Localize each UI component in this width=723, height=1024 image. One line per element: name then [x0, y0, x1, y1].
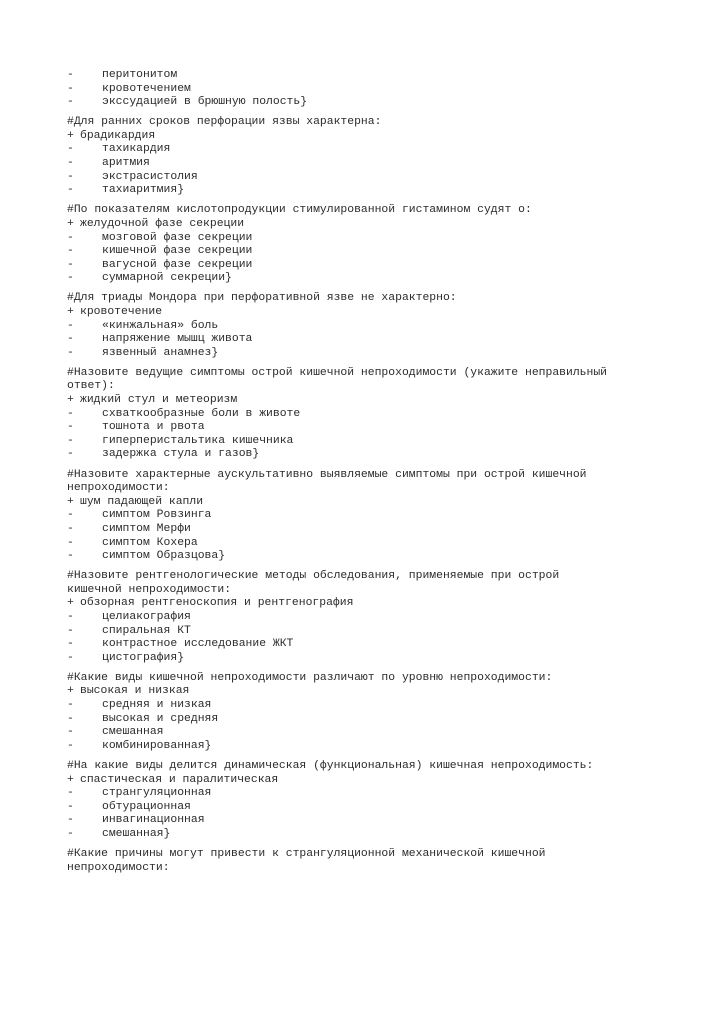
answer-text: напряжение мышц живота — [102, 333, 253, 346]
answer-marker: - — [67, 448, 74, 461]
answer-marker: - — [67, 814, 74, 827]
answer-option — [67, 333, 667, 347]
answer-text: шум падающей капли — [80, 495, 204, 508]
question-block — [67, 69, 667, 110]
answer-marker: + — [67, 306, 74, 318]
answer-option — [67, 96, 667, 110]
answer-option — [67, 625, 667, 639]
answer-marker: - — [67, 333, 74, 346]
answer-text: экссудацией в брюшную полость} — [102, 96, 308, 109]
answer-marker: - — [67, 800, 74, 813]
question-text: #На какие виды делится динамическая (функциональная) кишечная непроходимость: — [67, 759, 594, 772]
answer-marker: - — [67, 143, 74, 156]
answer-text: высокая и средняя — [102, 712, 219, 725]
answer-option — [67, 638, 667, 652]
answer-text: странгуляционная — [102, 787, 212, 800]
answer-marker: - — [67, 231, 74, 244]
answer-text: мозговой фазе секреции — [102, 231, 253, 244]
answer-option — [67, 143, 667, 157]
answer-marker: - — [67, 272, 74, 285]
answer-text: жидкий стул и метеоризм — [80, 394, 238, 407]
answer-marker: - — [67, 319, 74, 332]
answer-option — [67, 699, 667, 713]
answer-option — [67, 347, 667, 361]
answer-marker: - — [67, 245, 74, 258]
answer-text: желудочной фазе секреции — [80, 217, 245, 230]
answer-text: вагусной фазе секреции — [102, 258, 253, 271]
answer-option — [67, 448, 667, 462]
answer-option — [67, 801, 667, 815]
answer-marker: - — [67, 184, 74, 197]
answer-text: инвагинационная — [102, 814, 205, 827]
answer-option — [67, 814, 667, 828]
answer-text: кровотечением — [102, 82, 191, 95]
answer-marker: + — [67, 597, 74, 610]
answer-option — [67, 523, 667, 537]
correct-answer-option — [67, 218, 667, 232]
question-block — [67, 760, 667, 842]
answer-marker: - — [67, 536, 74, 549]
answer-text: гиперперистальтика кишечника — [102, 434, 294, 447]
answer-option — [67, 408, 667, 422]
answer-option — [67, 245, 667, 259]
answer-marker: + — [67, 685, 74, 698]
answer-text: «кинжальная» боль — [102, 319, 219, 332]
answer-text: цистография} — [102, 651, 185, 664]
correct-answer-option — [67, 685, 667, 699]
answer-marker: - — [67, 739, 74, 752]
answer-marker: - — [67, 787, 74, 800]
answer-text: симптом Ровзинга — [102, 509, 212, 522]
answer-marker: + — [67, 394, 74, 407]
answer-marker: - — [67, 69, 74, 81]
answer-option — [67, 157, 667, 171]
answer-text: суммарной секреции} — [102, 272, 232, 285]
answer-marker: + — [67, 773, 74, 786]
answer-option — [67, 828, 667, 842]
answer-marker: + — [67, 495, 74, 508]
document-page — [67, 69, 667, 882]
question-block — [67, 204, 667, 286]
question-text: #Для ранних сроков перфорации язвы характерна: — [67, 116, 382, 129]
question-block — [67, 367, 667, 462]
answer-text: тахикардия — [102, 143, 171, 156]
answer-text: задержка стула и газов} — [102, 448, 260, 461]
answer-marker: - — [67, 699, 74, 712]
question-text: #Назовите ведущие симптомы острой кишечной непроходимости (укажите неправильный ответ): — [67, 366, 608, 393]
answer-marker: - — [67, 421, 74, 434]
answer-marker: - — [67, 96, 74, 109]
answer-text: смешанная} — [102, 827, 171, 840]
answer-option — [67, 713, 667, 727]
answer-marker: - — [67, 712, 74, 725]
answer-marker: - — [67, 522, 74, 535]
answer-text: тахиаритмия} — [102, 184, 185, 197]
answer-option — [67, 787, 667, 801]
correct-answer-option — [67, 597, 667, 611]
answer-marker: + — [67, 129, 74, 142]
answer-marker: - — [67, 624, 74, 637]
question-block — [67, 570, 667, 665]
answer-option — [67, 232, 667, 246]
answer-marker: - — [67, 407, 74, 420]
answer-option — [67, 259, 667, 273]
answer-option — [67, 726, 667, 740]
answer-text: язвенный анамнез} — [102, 346, 219, 359]
answer-text: кровотечение — [80, 306, 163, 318]
answer-marker: - — [67, 610, 74, 623]
answer-option — [67, 421, 667, 435]
answer-option — [67, 171, 667, 185]
question-text: #Назовите характерные аускультативно выявляемые симптомы при острой кишечной непроходимости: — [67, 468, 587, 495]
question-block — [67, 469, 667, 564]
answer-text: симптом Образцова} — [102, 550, 226, 563]
answer-marker: - — [67, 346, 74, 359]
answer-marker: - — [67, 509, 74, 522]
answer-marker: - — [67, 550, 74, 563]
answer-option — [67, 509, 667, 523]
answer-option — [67, 83, 667, 97]
answer-text: экстрасистолия — [102, 170, 198, 183]
answer-option — [67, 435, 667, 449]
answer-marker: - — [67, 82, 74, 95]
question-text: #По показателям кислотопродукции стимулированной гистамином судят о: — [67, 204, 532, 217]
answer-text: спастическая и паралитическая — [80, 773, 279, 786]
question-text: #Назовите рентгенологические методы обследования, применяемые при острой кишечной непроходимости: — [67, 570, 560, 596]
answer-text: средняя и низкая — [102, 699, 212, 712]
correct-answer-option — [67, 306, 667, 320]
answer-option — [67, 740, 667, 754]
question-block — [67, 292, 667, 360]
answer-marker: - — [67, 827, 74, 840]
answer-option — [67, 69, 667, 83]
answer-option — [67, 184, 667, 198]
question-block — [67, 672, 667, 754]
correct-answer-option — [67, 496, 667, 510]
answer-option — [67, 652, 667, 666]
question-text: #Какие причины могут привести к странгуляционной механической кишечной непроходимости: — [67, 847, 546, 874]
answer-text: брадикардия — [80, 129, 156, 142]
answer-option — [67, 611, 667, 625]
answer-text: симптом Кохера — [102, 536, 198, 549]
answer-marker: - — [67, 434, 74, 447]
correct-answer-option — [67, 394, 667, 408]
answer-text: обзорная рентгеноскопия и рентгенография — [80, 597, 354, 610]
answer-option — [67, 537, 667, 551]
answer-text: контрастное исследование ЖКТ — [102, 638, 294, 651]
answer-text: смешанная — [102, 726, 164, 739]
answer-text: спиральная КТ — [102, 624, 191, 637]
answer-text: кишечной фазе секреции — [102, 245, 253, 258]
answer-marker: - — [67, 157, 74, 170]
correct-answer-option — [67, 774, 667, 788]
question-block — [67, 848, 667, 875]
answer-marker: - — [67, 170, 74, 183]
answer-text: целиакография — [102, 610, 191, 623]
answer-marker: - — [67, 258, 74, 271]
answer-text: тошнота и рвота — [102, 421, 205, 434]
answer-marker: - — [67, 726, 74, 739]
answer-option — [67, 272, 667, 286]
question-text: #Какие виды кишечной непроходимости различают по уровню непроходимости: — [67, 671, 553, 684]
answer-text: комбинированная} — [102, 739, 212, 752]
question-block — [67, 116, 667, 198]
answer-option — [67, 550, 667, 564]
answer-text: перитонитом — [102, 69, 178, 81]
answer-marker: + — [67, 217, 74, 230]
answer-text: высокая и низкая — [80, 685, 190, 698]
answer-marker: - — [67, 638, 74, 651]
answer-text: симптом Мерфи — [102, 522, 191, 535]
question-text: #Для триады Мондора при перфоративной язве не характерно: — [67, 292, 457, 305]
answer-text: схваткообразные боли в животе — [102, 407, 301, 420]
answer-option — [67, 320, 667, 334]
answer-marker: - — [67, 651, 74, 664]
correct-answer-option — [67, 130, 667, 144]
answer-text: обтурационная — [102, 800, 191, 813]
answer-text: аритмия — [102, 157, 150, 170]
